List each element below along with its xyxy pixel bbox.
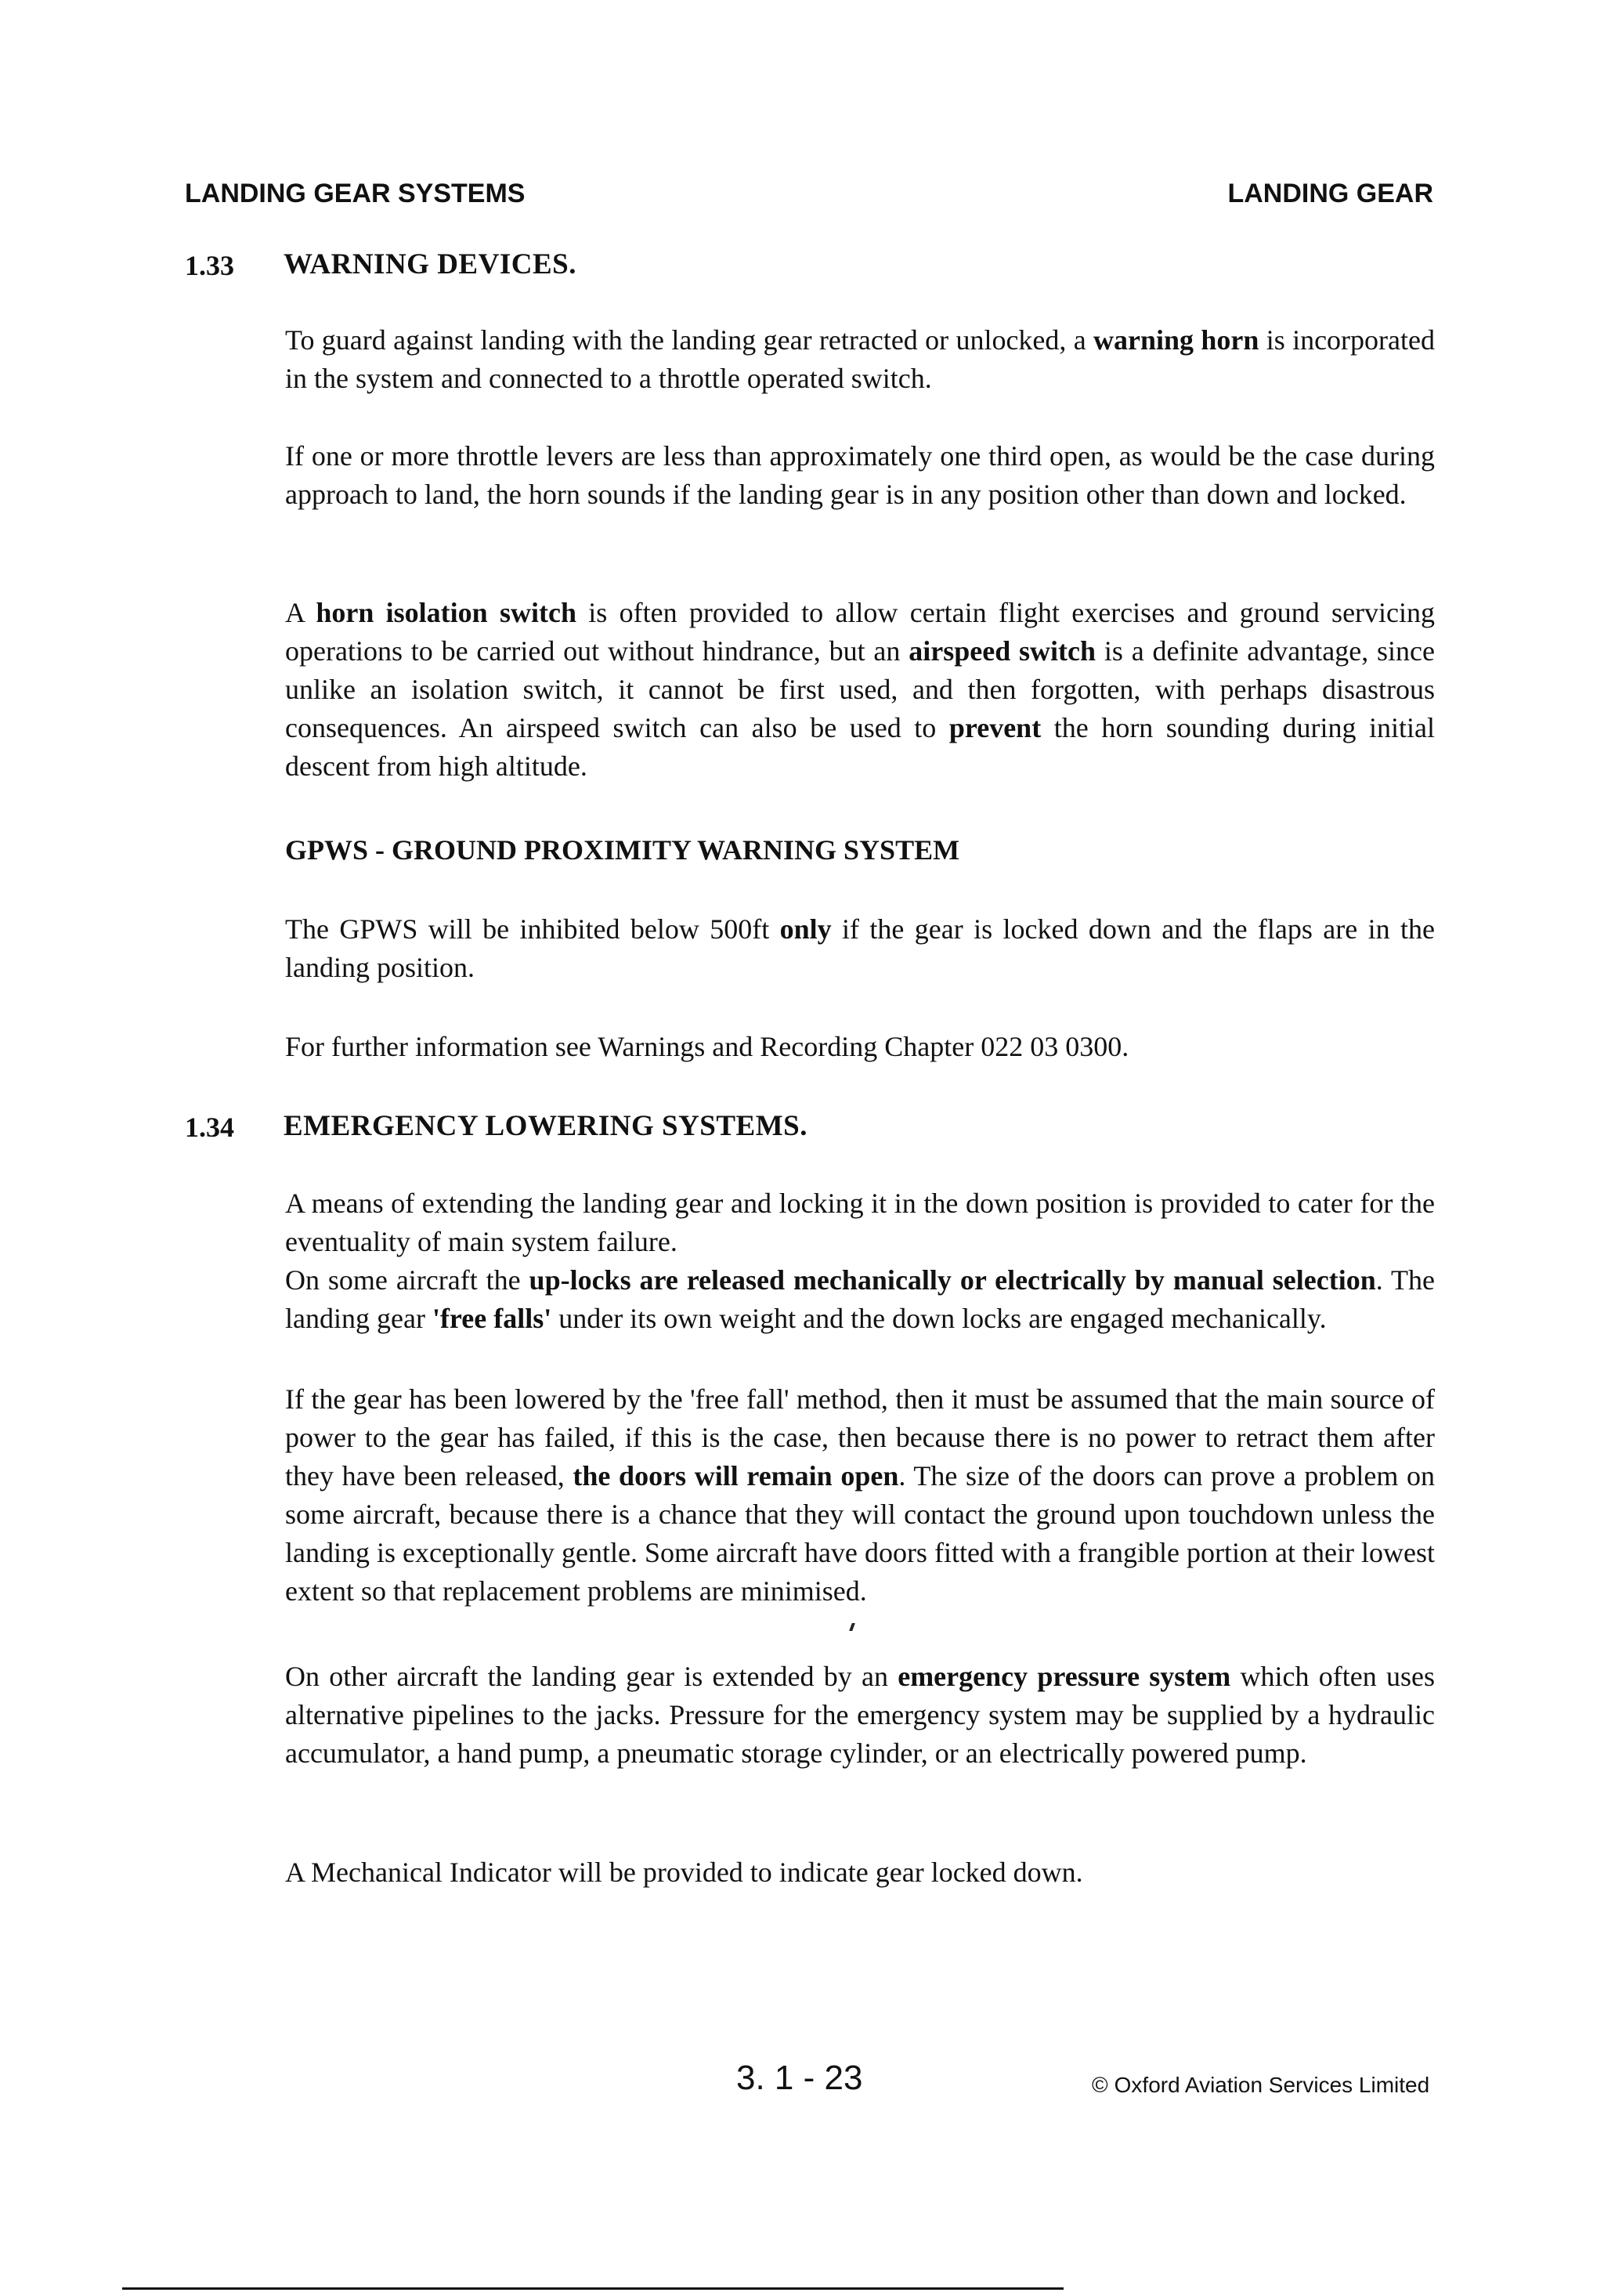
emphasis-horn-isolation-switch: horn isolation switch: [316, 597, 576, 628]
emphasis-prevent: prevent: [948, 712, 1042, 743]
subheading-gpws: GPWS - GROUND PROXIMITY WARNING SYSTEM: [285, 834, 960, 866]
copyright-notice: © Oxford Aviation Services Limited: [1092, 2073, 1430, 2097]
paragraph-emergency-pressure: On other aircraft the landing gear is extended by an emergency pressure system which often uses alternative pipelines to the jacks. Pressure for the emergency system may be supplied by a hydraulic accumulator, a hand pump, a pneumatic storage cylinder, or an electrically powered pump.: [285, 1661, 1435, 1769]
paragraph-warning-horn: To guard against landing with the landing gear retracted or unlocked, a warning horn is incorporated in the system and connected to a throttle operated switch.: [285, 324, 1435, 394]
stray-mark: [849, 1623, 855, 1631]
section-number-1-34: 1.34: [185, 1112, 234, 1143]
emphasis-warning-horn: warning horn: [1093, 324, 1259, 356]
emphasis-airspeed-switch: airspeed switch: [909, 635, 1096, 667]
header-subject: LANDING GEAR: [1227, 179, 1433, 208]
emphasis-free-falls: 'free falls': [432, 1303, 552, 1334]
page-header: [185, 179, 1433, 219]
paragraph-gpws-inhibit: The GPWS will be inhibited below 500ft only if the gear is locked down and the flaps are in the landing position.: [285, 913, 1435, 983]
section-number-1-33: 1.33: [185, 250, 234, 281]
emphasis-up-locks-released: up-locks are released mechanically or electrically by manual selection: [529, 1264, 1376, 1296]
copyright-icon: ©: [1092, 2073, 1108, 2097]
emphasis-only: only: [779, 913, 832, 945]
paragraph-further-information: For further information see Warnings and Recording Chapter 022 03 0300.: [285, 1031, 1129, 1062]
page-number: 3. 1 - 23: [736, 2059, 863, 2097]
header-chapter: LANDING GEAR SYSTEMS: [185, 179, 526, 208]
section-title-warning-devices: WARNING DEVICES.: [284, 248, 576, 280]
bottom-rule: [122, 2287, 1064, 2290]
paragraph-horn-isolation: A horn isolation switch is often provided to allow certain flight exercises and ground servicing operations to be carried out without hindrance, but an airspeed switch is a definite advantage, since unlike an isolation switch, it cannot be first used, and then forgotten, with perhaps disastrous consequences. An airspeed switch can also be used to prevent the horn sounding during initial descent from high altitude.: [285, 597, 1436, 782]
paragraph-mechanical-indicator: A Mechanical Indicator will be provided to indicate gear locked down.: [285, 1857, 1083, 1888]
paragraph-emergency-means: A means of extending the landing gear and locking it in the down position is provided to cater for the eventuality of main system failure. On some aircraft the up-locks are released mechanically or electrically by manual selection. The landing gear 'free falls' under its own weight and the down locks are engaged mechanically.: [285, 1188, 1435, 1334]
paragraph-free-fall-doors: If the gear has been lowered by the 'free fall' method, then it must be assumed that the main source of power to the gear has failed, if this is the case, then because there is no power to retract them after they have been released, the doors will remain open. The size of the doors can prove a problem on some aircraft, because there is a chance that they will contact the ground upon touchdown unless the landing is exceptionally gentle. Some aircraft have doors fitted with a frangible portion at their lowest extent so that replacement problems are minimised.: [285, 1383, 1436, 1607]
emphasis-doors-remain-open: the doors will remain open: [573, 1460, 899, 1491]
section-title-emergency-lowering: EMERGENCY LOWERING SYSTEMS.: [284, 1110, 807, 1142]
paragraph-throttle-levers: If one or more throttle levers are less than approximately one third open, as would be the case during approach to land, the horn sounds if the landing gear is in any position other than down and locked.: [285, 440, 1435, 510]
emphasis-emergency-pressure-system: emergency pressure system: [898, 1661, 1231, 1692]
